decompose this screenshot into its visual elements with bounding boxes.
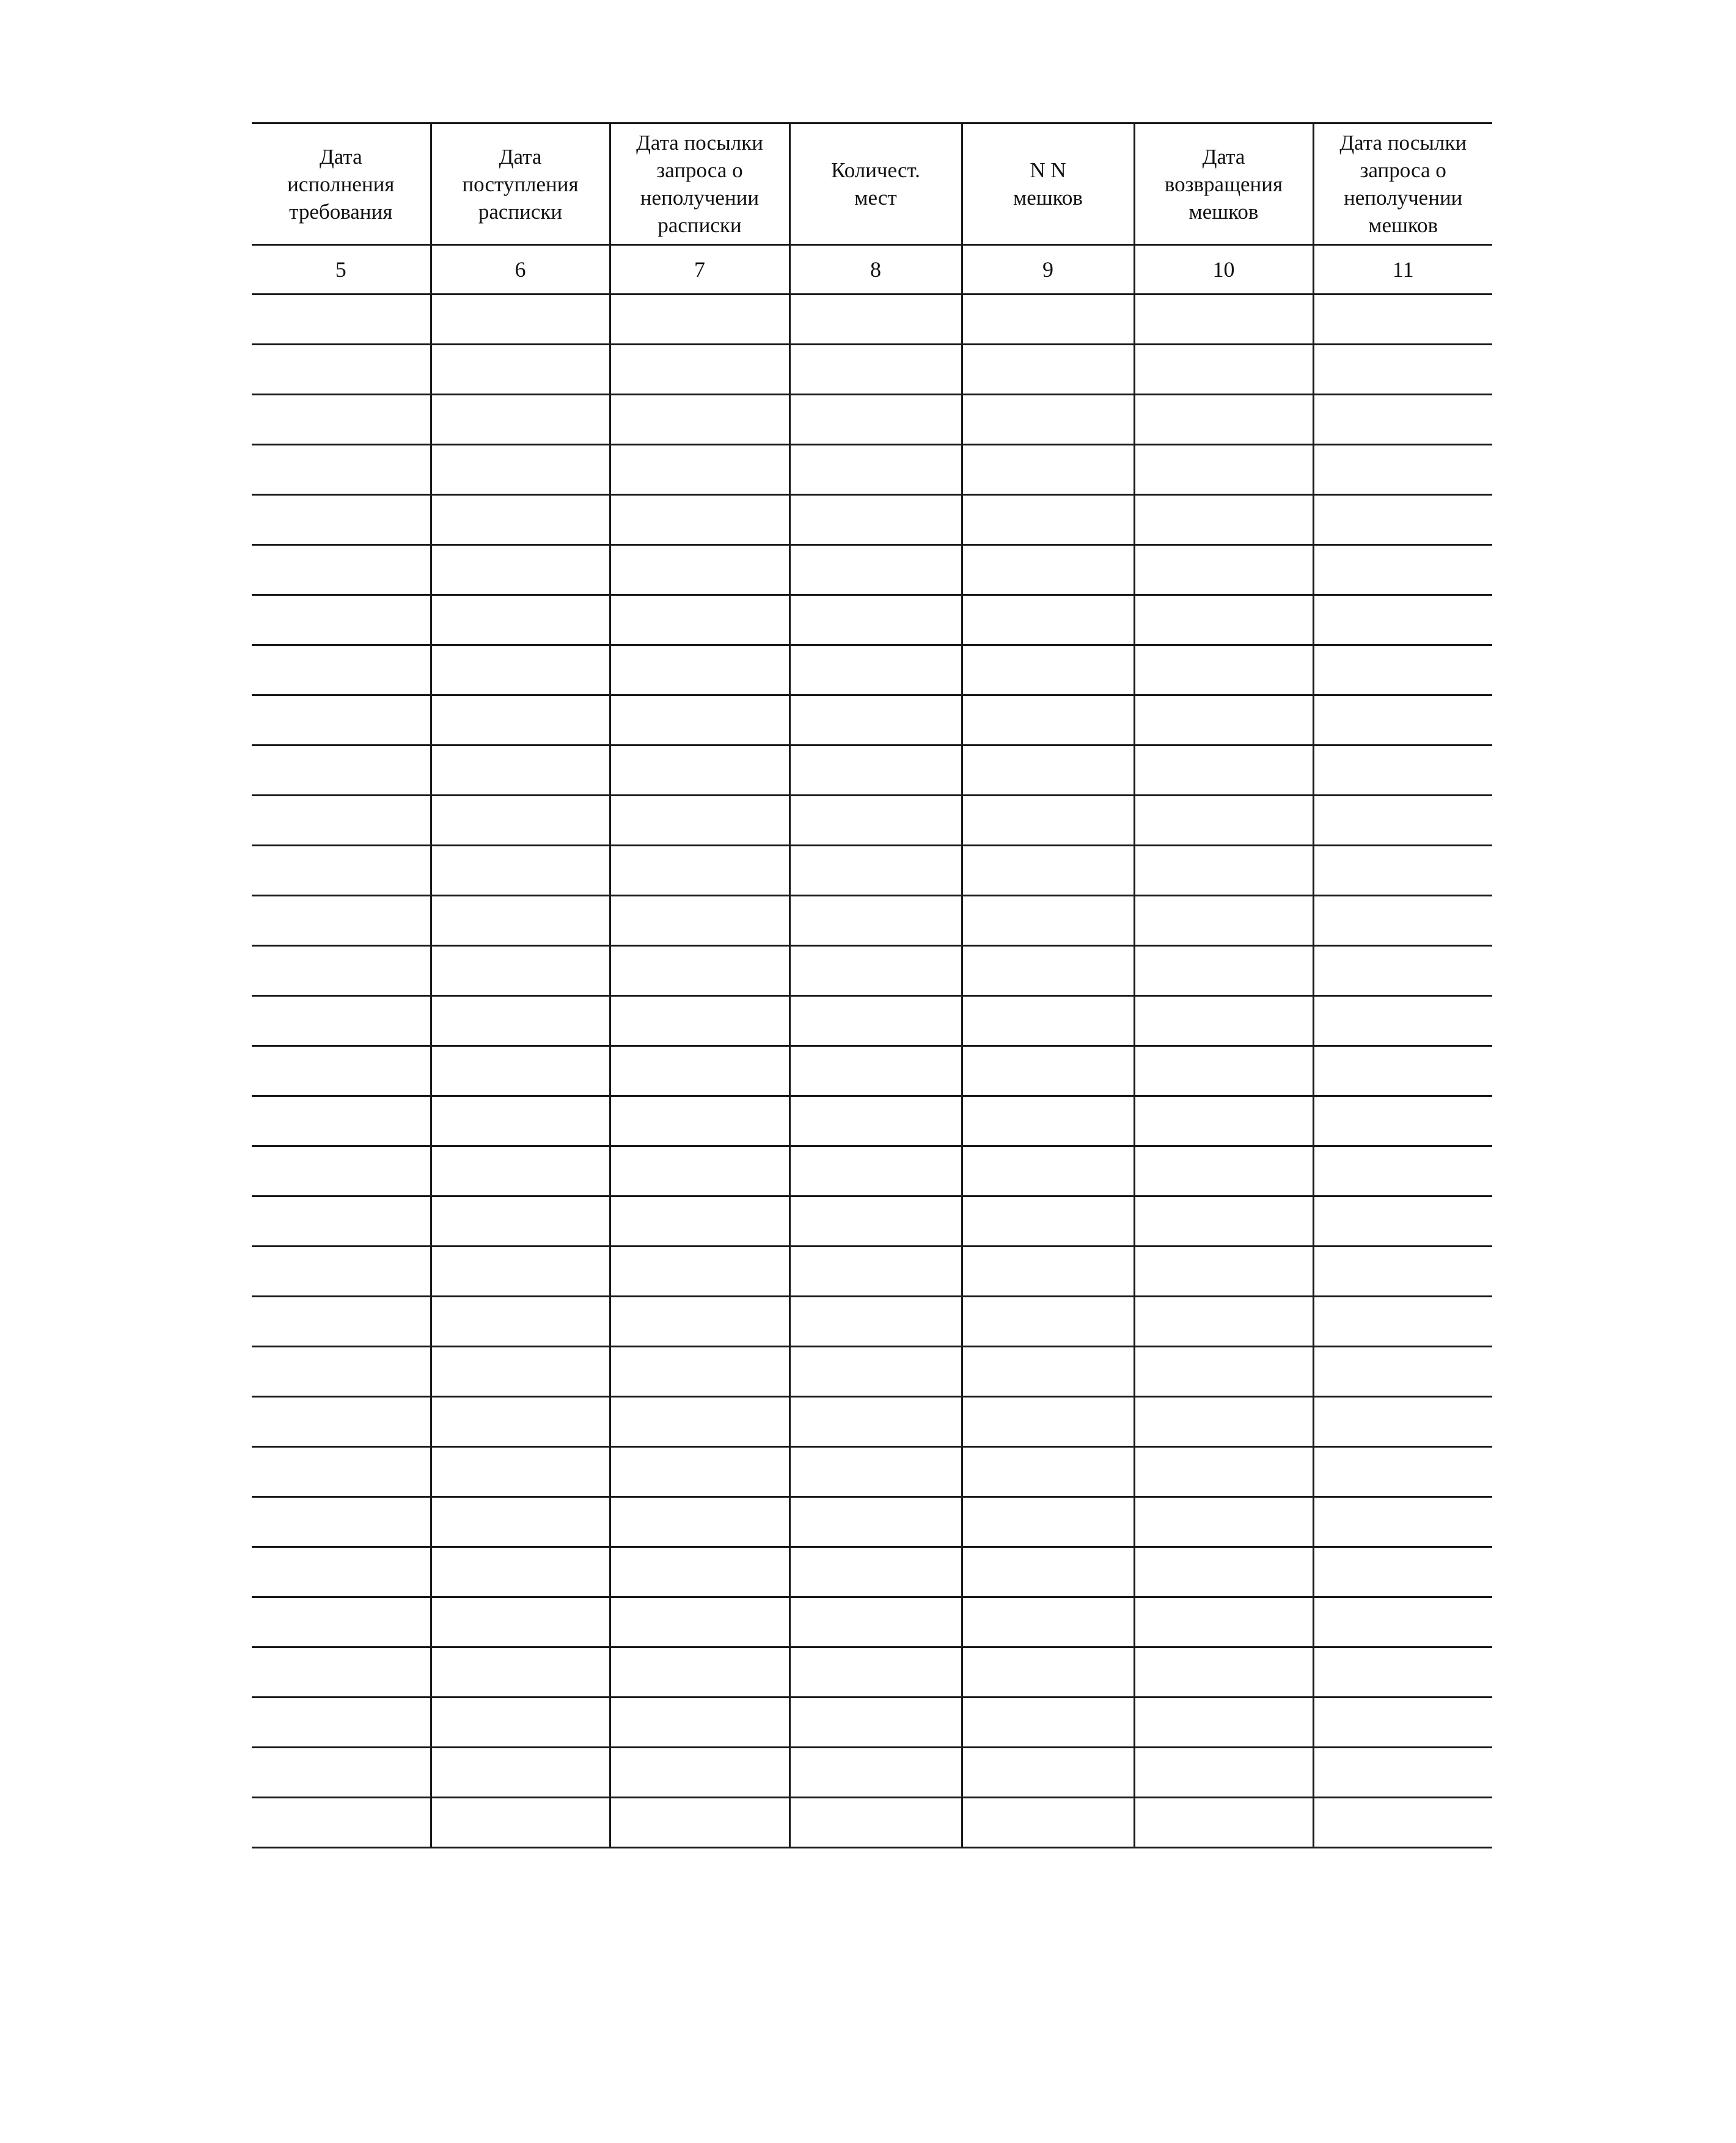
table-cell[interactable]: [962, 1397, 1134, 1447]
table-cell[interactable]: [789, 1447, 962, 1497]
table-cell[interactable]: [1134, 1096, 1313, 1146]
table-row: [252, 1497, 1492, 1547]
table-cell[interactable]: [1313, 1196, 1492, 1247]
table-cell[interactable]: [962, 745, 1134, 796]
table-cell[interactable]: [962, 1698, 1134, 1748]
table-cell[interactable]: [1313, 295, 1492, 345]
column-number: 7: [610, 245, 789, 295]
table-cell[interactable]: [962, 1297, 1134, 1347]
table-cell[interactable]: [1313, 495, 1492, 545]
table-row: [252, 1547, 1492, 1597]
table-cell[interactable]: [962, 695, 1134, 745]
table-row: [252, 796, 1492, 846]
table-cell[interactable]: [789, 495, 962, 545]
table-row: [252, 1247, 1492, 1297]
table-cell[interactable]: [252, 1698, 431, 1748]
table-cell[interactable]: [1313, 745, 1492, 796]
table-cell[interactable]: [1134, 1247, 1313, 1297]
table-cell[interactable]: [1134, 1347, 1313, 1397]
table-cell[interactable]: [252, 1397, 431, 1447]
table-cell[interactable]: [1134, 1748, 1313, 1798]
table-cell[interactable]: [252, 896, 431, 946]
column-number: 10: [1134, 245, 1313, 295]
table-cell[interactable]: [962, 1748, 1134, 1798]
table-cell[interactable]: [610, 1597, 789, 1647]
column-header: [1134, 123, 1313, 245]
table-cell[interactable]: [610, 745, 789, 796]
table-cell[interactable]: [962, 1096, 1134, 1146]
table-cell[interactable]: [962, 1647, 1134, 1698]
table-cell[interactable]: [252, 1196, 431, 1247]
table-cell[interactable]: [610, 1447, 789, 1497]
table-cell[interactable]: [610, 295, 789, 345]
table-cell[interactable]: [1134, 1597, 1313, 1647]
table-cell[interactable]: [610, 846, 789, 896]
table-cell[interactable]: [431, 996, 610, 1046]
table-cell[interactable]: [431, 1798, 610, 1848]
table-cell[interactable]: [431, 946, 610, 996]
table-cell[interactable]: [1134, 846, 1313, 896]
table-cell[interactable]: [1134, 946, 1313, 996]
column-number: 8: [789, 245, 962, 295]
table-cell[interactable]: [431, 1447, 610, 1497]
table-cell[interactable]: [962, 1347, 1134, 1397]
table-cell[interactable]: [962, 295, 1134, 345]
table-cell[interactable]: [252, 846, 431, 896]
table-cell[interactable]: [1313, 896, 1492, 946]
table-cell[interactable]: [252, 1798, 431, 1848]
table-row: [252, 395, 1492, 445]
table-cell[interactable]: [962, 846, 1134, 896]
table-cell[interactable]: [252, 295, 431, 345]
table-cell[interactable]: [431, 1497, 610, 1547]
journal-body: [252, 295, 1492, 1848]
table-cell[interactable]: [1134, 545, 1313, 595]
column-number: 9: [962, 245, 1134, 295]
table-row: [252, 1447, 1492, 1497]
table-cell[interactable]: [252, 796, 431, 846]
table-cell[interactable]: [610, 1698, 789, 1748]
table-cell[interactable]: [431, 495, 610, 545]
column-number: 5: [252, 245, 431, 295]
table-cell[interactable]: [1313, 1397, 1492, 1447]
column-header-label: Дата исполнения требования: [287, 144, 395, 224]
table-cell[interactable]: [252, 645, 431, 695]
table-cell[interactable]: [1313, 1798, 1492, 1848]
table-cell[interactable]: [1134, 695, 1313, 745]
table-cell[interactable]: [252, 1547, 431, 1597]
table-cell[interactable]: [252, 1046, 431, 1096]
table-cell[interactable]: [789, 345, 962, 395]
table-row: [252, 345, 1492, 395]
table-row: [252, 495, 1492, 545]
table-cell[interactable]: [789, 1597, 962, 1647]
table-cell[interactable]: [610, 1347, 789, 1397]
table-cell[interactable]: [610, 1146, 789, 1196]
table-row: [252, 695, 1492, 745]
table-cell[interactable]: [1313, 695, 1492, 745]
table-cell[interactable]: [789, 1196, 962, 1247]
table-cell[interactable]: [252, 545, 431, 595]
table-cell[interactable]: [789, 595, 962, 645]
table-cell[interactable]: [1134, 896, 1313, 946]
table-cell[interactable]: [1134, 745, 1313, 796]
table-cell[interactable]: [962, 445, 1134, 495]
table-cell[interactable]: [789, 645, 962, 695]
table-cell[interactable]: [789, 395, 962, 445]
table-cell[interactable]: [1313, 395, 1492, 445]
column-header-row: [252, 123, 1492, 245]
table-cell[interactable]: [431, 695, 610, 745]
table-cell[interactable]: [1313, 1698, 1492, 1748]
table-cell[interactable]: [1313, 1146, 1492, 1196]
table-cell[interactable]: [431, 1046, 610, 1096]
table-cell[interactable]: [1313, 1347, 1492, 1397]
table-cell[interactable]: [1134, 1698, 1313, 1748]
table-cell[interactable]: [789, 796, 962, 846]
table-cell[interactable]: [1313, 996, 1492, 1046]
table-row: [252, 1698, 1492, 1748]
table-cell[interactable]: [1134, 595, 1313, 645]
table-cell[interactable]: [610, 946, 789, 996]
table-cell[interactable]: [610, 345, 789, 395]
column-number: 11: [1313, 245, 1492, 295]
table-cell[interactable]: [1313, 1447, 1492, 1497]
table-cell[interactable]: [1134, 1046, 1313, 1096]
table-cell[interactable]: [1313, 595, 1492, 645]
table-cell[interactable]: [962, 1547, 1134, 1597]
table-cell[interactable]: [610, 796, 789, 846]
table-cell[interactable]: [1313, 345, 1492, 395]
table-cell[interactable]: [1313, 645, 1492, 695]
table-cell[interactable]: [1134, 345, 1313, 395]
column-header: [610, 123, 789, 245]
table-cell[interactable]: [252, 996, 431, 1046]
table-cell[interactable]: [789, 695, 962, 745]
journal-form: [252, 122, 1492, 1848]
table-cell[interactable]: [1134, 1397, 1313, 1447]
table-cell[interactable]: [1313, 545, 1492, 595]
table-cell[interactable]: [431, 595, 610, 645]
table-cell[interactable]: [1134, 1447, 1313, 1497]
table-cell[interactable]: [1313, 946, 1492, 996]
table-cell[interactable]: [962, 545, 1134, 595]
table-cell[interactable]: [1134, 1146, 1313, 1196]
table-cell[interactable]: [252, 1096, 431, 1146]
table-cell[interactable]: [431, 445, 610, 495]
table-cell[interactable]: [610, 1748, 789, 1798]
table-cell[interactable]: [1134, 445, 1313, 495]
table-cell[interactable]: [431, 295, 610, 345]
table-cell[interactable]: [962, 395, 1134, 445]
table-row: [252, 996, 1492, 1046]
table-cell[interactable]: [789, 1297, 962, 1347]
table-cell[interactable]: [789, 996, 962, 1046]
table-cell[interactable]: [610, 695, 789, 745]
table-cell[interactable]: [252, 1146, 431, 1196]
column-header: [789, 123, 962, 245]
table-cell[interactable]: [431, 745, 610, 796]
table-cell[interactable]: [610, 1196, 789, 1247]
column-header: [962, 123, 1134, 245]
table-cell[interactable]: [610, 595, 789, 645]
table-cell[interactable]: [610, 1096, 789, 1146]
table-cell[interactable]: [1313, 1647, 1492, 1698]
table-cell[interactable]: [962, 1597, 1134, 1647]
table-cell[interactable]: [252, 1297, 431, 1347]
column-header-label: Дата поступления расписки: [462, 144, 579, 224]
table-cell[interactable]: [962, 1447, 1134, 1497]
table-cell[interactable]: [1134, 1297, 1313, 1347]
table-cell[interactable]: [962, 645, 1134, 695]
table-cell[interactable]: [252, 395, 431, 445]
table-cell[interactable]: [1134, 1497, 1313, 1547]
table-row: [252, 545, 1492, 595]
table-cell[interactable]: [431, 1647, 610, 1698]
table-cell[interactable]: [431, 796, 610, 846]
table-cell[interactable]: [610, 1397, 789, 1447]
table-cell[interactable]: [610, 395, 789, 445]
table-cell[interactable]: [610, 1247, 789, 1297]
table-cell[interactable]: [431, 1347, 610, 1397]
table-cell[interactable]: [1313, 1597, 1492, 1647]
table-cell[interactable]: [431, 846, 610, 896]
table-cell[interactable]: [610, 1297, 789, 1347]
table-cell[interactable]: [252, 1748, 431, 1798]
table-row: [252, 1196, 1492, 1247]
table-cell[interactable]: [1134, 1647, 1313, 1698]
table-cell[interactable]: [610, 1647, 789, 1698]
table-cell[interactable]: [610, 1497, 789, 1547]
table-cell[interactable]: [610, 545, 789, 595]
table-row: [252, 1146, 1492, 1196]
table-cell[interactable]: [789, 745, 962, 796]
table-cell[interactable]: [431, 395, 610, 445]
table-row: [252, 1297, 1492, 1347]
table-cell[interactable]: [789, 545, 962, 595]
table-cell[interactable]: [789, 846, 962, 896]
table-cell[interactable]: [962, 1798, 1134, 1848]
table-cell[interactable]: [789, 1247, 962, 1297]
column-number: 6: [431, 245, 610, 295]
table-cell[interactable]: [962, 1146, 1134, 1196]
table-cell[interactable]: [1134, 1798, 1313, 1848]
table-cell[interactable]: [610, 1547, 789, 1597]
table-cell[interactable]: [1313, 1247, 1492, 1297]
table-cell[interactable]: [1313, 1096, 1492, 1146]
table-cell[interactable]: [789, 1748, 962, 1798]
column-header-label: Дата посылки запроса о неполучении мешков: [1339, 131, 1467, 237]
table-cell[interactable]: [789, 295, 962, 345]
table-cell[interactable]: [431, 1698, 610, 1748]
column-number-row: [252, 245, 1492, 295]
column-header: [1313, 123, 1492, 245]
table-row: [252, 645, 1492, 695]
table-cell[interactable]: [431, 896, 610, 946]
table-cell[interactable]: [610, 1046, 789, 1096]
table-cell[interactable]: [789, 1397, 962, 1447]
column-header: [252, 123, 431, 245]
table-row: [252, 1748, 1492, 1798]
table-cell[interactable]: [1134, 645, 1313, 695]
table-row: [252, 896, 1492, 946]
table-cell[interactable]: [789, 1798, 962, 1848]
table-cell[interactable]: [431, 545, 610, 595]
table-row: [252, 1647, 1492, 1698]
table-cell[interactable]: [431, 1597, 610, 1647]
table-cell[interactable]: [610, 1798, 789, 1848]
table-cell[interactable]: [431, 1247, 610, 1297]
table-cell[interactable]: [962, 595, 1134, 645]
table-cell[interactable]: [431, 1547, 610, 1597]
table-cell[interactable]: [789, 1698, 962, 1748]
table-cell[interactable]: [431, 1297, 610, 1347]
table-cell[interactable]: [1313, 1547, 1492, 1597]
table-cell[interactable]: [789, 1146, 962, 1196]
table-cell[interactable]: [789, 445, 962, 495]
table-cell[interactable]: [1134, 796, 1313, 846]
table-cell[interactable]: [1134, 996, 1313, 1046]
table-row: [252, 846, 1492, 896]
table-cell[interactable]: [431, 1146, 610, 1196]
table-cell[interactable]: [431, 645, 610, 695]
table-cell[interactable]: [431, 345, 610, 395]
table-cell[interactable]: [789, 1046, 962, 1096]
column-header-label: Дата возвращения мешков: [1164, 144, 1283, 224]
table-cell[interactable]: [431, 1196, 610, 1247]
table-cell[interactable]: [1134, 1196, 1313, 1247]
table-row: [252, 946, 1492, 996]
table-cell[interactable]: [1313, 1748, 1492, 1798]
table-cell[interactable]: [252, 1597, 431, 1647]
table-cell[interactable]: [252, 345, 431, 395]
table-cell[interactable]: [1134, 495, 1313, 545]
table-row: [252, 1397, 1492, 1447]
table-cell[interactable]: [1134, 1547, 1313, 1597]
table-cell[interactable]: [252, 946, 431, 996]
table-cell[interactable]: [252, 1447, 431, 1497]
table-cell[interactable]: [252, 695, 431, 745]
column-header-label: N N мешков: [1013, 158, 1083, 210]
table-cell[interactable]: [610, 896, 789, 946]
table-cell[interactable]: [962, 1497, 1134, 1547]
table-cell[interactable]: [610, 645, 789, 695]
table-cell[interactable]: [252, 495, 431, 545]
table-cell[interactable]: [962, 946, 1134, 996]
table-cell[interactable]: [789, 1096, 962, 1146]
table-cell[interactable]: [962, 345, 1134, 395]
column-header: [431, 123, 610, 245]
table-cell[interactable]: [252, 445, 431, 495]
table-cell[interactable]: [789, 1497, 962, 1547]
table-cell[interactable]: [610, 495, 789, 545]
table-cell[interactable]: [962, 495, 1134, 545]
column-header-label: Количест. мест: [831, 158, 920, 210]
table-cell[interactable]: [1134, 395, 1313, 445]
table-row: [252, 445, 1492, 495]
table-cell[interactable]: [962, 896, 1134, 946]
table-cell[interactable]: [252, 1247, 431, 1297]
table-cell[interactable]: [610, 996, 789, 1046]
table-cell[interactable]: [1313, 1497, 1492, 1547]
column-header-label: Дата посылки запроса о неполучении расписки: [636, 131, 763, 237]
table-cell[interactable]: [431, 1748, 610, 1798]
table-cell[interactable]: [789, 946, 962, 996]
table-row: [252, 595, 1492, 645]
table-cell[interactable]: [1313, 445, 1492, 495]
table-cell[interactable]: [962, 796, 1134, 846]
table-cell[interactable]: [789, 896, 962, 946]
table-cell[interactable]: [962, 1046, 1134, 1096]
table-cell[interactable]: [962, 996, 1134, 1046]
table-cell[interactable]: [431, 1096, 610, 1146]
table-cell[interactable]: [962, 1247, 1134, 1297]
table-cell[interactable]: [252, 1497, 431, 1547]
table-cell[interactable]: [789, 1547, 962, 1597]
table-cell[interactable]: [252, 745, 431, 796]
table-cell[interactable]: [252, 1647, 431, 1698]
table-cell[interactable]: [1313, 1297, 1492, 1347]
table-row: [252, 1046, 1492, 1096]
table-cell[interactable]: [1313, 796, 1492, 846]
table-cell[interactable]: [1134, 295, 1313, 345]
table-row: [252, 745, 1492, 796]
table-cell[interactable]: [252, 595, 431, 645]
table-cell[interactable]: [252, 1347, 431, 1397]
journal-table: [252, 122, 1492, 1848]
table-row: [252, 1096, 1492, 1146]
table-cell[interactable]: [1313, 846, 1492, 896]
table-cell[interactable]: [610, 445, 789, 495]
table-row: [252, 1798, 1492, 1848]
table-cell[interactable]: [789, 1647, 962, 1698]
table-cell[interactable]: [431, 1397, 610, 1447]
table-cell[interactable]: [789, 1347, 962, 1397]
table-row: [252, 1597, 1492, 1647]
table-row: [252, 1347, 1492, 1397]
table-row: [252, 295, 1492, 345]
table-cell[interactable]: [1313, 1046, 1492, 1096]
table-cell[interactable]: [962, 1196, 1134, 1247]
